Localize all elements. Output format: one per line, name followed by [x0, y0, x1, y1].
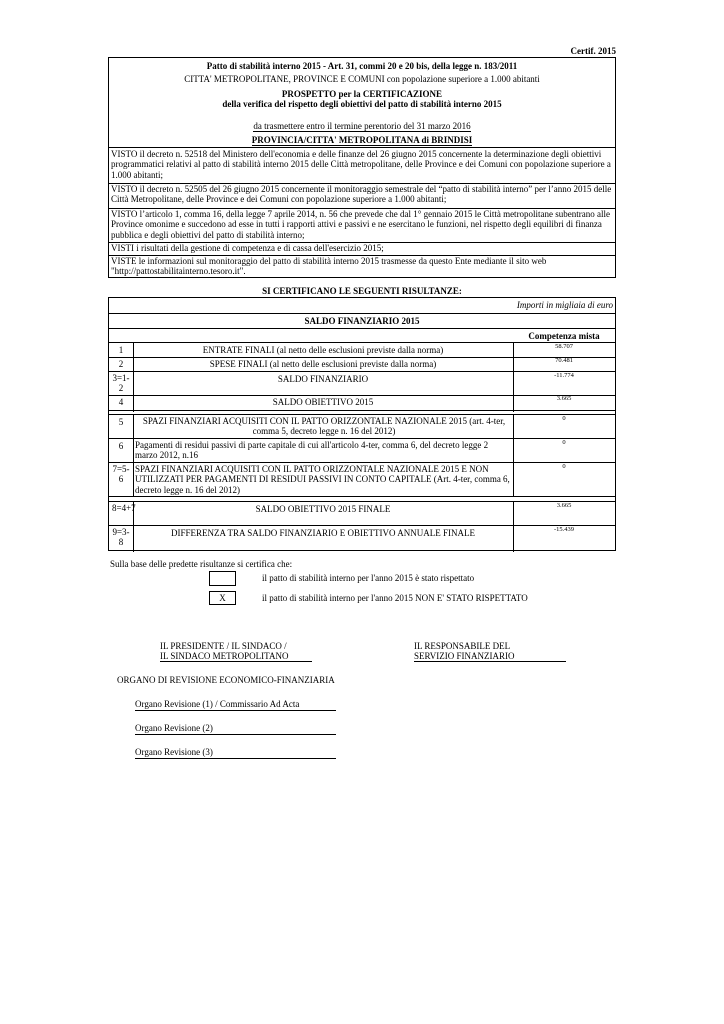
table-row	[109, 357, 615, 372]
table-row	[109, 395, 615, 410]
president-label-line1: IL PRESIDENTE / IL SINDACO /	[160, 641, 287, 651]
divider	[109, 496, 615, 497]
revision-organ-1-label: Organo Revisione (1) / Commissario Ad Acta	[135, 699, 300, 709]
entity-wrap	[109, 135, 615, 146]
section-title: SALDO FINANZIARIO 2015	[304, 316, 420, 326]
row-value: 3.665	[556, 395, 572, 402]
visto-paragraph-4: VISTI i risultati della gestione di competenza e di cassa dell'esercizio 2015;	[111, 243, 384, 253]
row-number: 6	[118, 441, 124, 451]
row-value: 70.481	[555, 357, 573, 364]
row-value: 0	[562, 415, 566, 422]
row-description: DIFFERENZA TRA SALDO FINANZIARIO E OBIETTIVO ANNUALE FINALE	[170, 528, 476, 538]
table-row	[109, 525, 615, 551]
row-description: SALDO OBIETTIVO 2015 FINALE	[255, 504, 391, 514]
table-row	[109, 438, 615, 462]
row-description: SPAZI FINANZIARI ACQUISITI CON IL PATTO ORIZZONTALE NAZIONALE 2015 (art. 4-ter, comma 5, decreto legge n. 16 del 2012)	[142, 416, 506, 437]
header-deadline: da trasmettere entro il termine perentorio del 31 marzo 2016	[253, 121, 471, 131]
table-row	[109, 501, 615, 525]
row-value: -11.774	[554, 372, 574, 379]
row-description: ENTRATE FINALI (al netto delle esclusioni previste dalla norma)	[202, 345, 444, 355]
row-number: 8=4+7	[112, 503, 136, 513]
revision-organ-3-label: Organo Revisione (3)	[135, 747, 213, 757]
not-respected-checkbox[interactable]: X	[209, 591, 236, 605]
revision-organ-2-signature-line	[135, 734, 336, 735]
finance-officer-label-line1: IL RESPONSABILE DEL	[414, 641, 511, 651]
header-title: PROSPETTO per la CERTIFICAZIONE	[281, 89, 443, 99]
document-code: Certif. 2015	[570, 46, 616, 56]
row-value: 0	[562, 439, 566, 446]
visto-paragraph-3: VISTO l’articolo 1, comma 16, della legge 7 aprile 2014, n. 56 che prevede che dal 1° gennaio 2015 le Città metropolitane subentrano alle Province omonime e succedono ad esse in tutti i rapporti attivi e passivi e ne esercitano le funzioni, nel rispetto degli equilibri di finanza pubblica e degli obiettivi del patto di stabilità interno;	[111, 209, 611, 240]
visto-paragraph-2: VISTO il decreto n. 52505 del 26 giugno 2015 concernente il monitoraggio semestrale del “patto di stabilità interno” per l’anno 2015 delle Città Metropolitane, delle Province e dei Comuni con popolazione superiore a 1.000 abitanti;	[111, 184, 612, 205]
unit-note: Importi in migliaia di euro	[516, 300, 613, 310]
row-value: 58.707	[555, 343, 573, 350]
row-value: 3.665	[556, 502, 572, 509]
divider	[109, 328, 615, 329]
header-scope: CITTA' METROPOLITANE, PROVINCE E COMUNI con popolazione superiore a 1.000 abitanti	[184, 74, 540, 84]
revision-organ-heading: ORGANO DI REVISIONE ECONOMICO-FINANZIARIA	[117, 675, 335, 685]
header-subtitle: della verifica del rispetto degli obiettivi del patto di stabilità interno 2015	[222, 99, 502, 109]
finance-officer-signature-line	[414, 661, 566, 662]
divider	[109, 410, 615, 411]
table-row	[109, 371, 615, 395]
visto-paragraph-1: VISTO il decreto n. 52518 del Ministero dell'economia e delle finanze del 26 giugno 2015 concernente la determinazione degli obiettivi programmatici relativi al patto di stabilità interno 2015 delle Città metropolitane, delle Province e dei Comuni con popolazione superiore a 1.000 abitanti;	[111, 149, 611, 180]
respected-label: il patto di stabilità interno per l'anno 2015 è stato rispettato	[262, 573, 475, 583]
revision-organ-3-signature-line	[135, 758, 336, 759]
president-label-line2: IL SINDACO METROPOLITANO	[160, 651, 289, 661]
basis-text: Sulla base delle predette risultanze si certifica che:	[110, 559, 293, 569]
row-description: SALDO OBIETTIVO 2015	[272, 397, 374, 407]
row-number: 9=3-8	[112, 527, 130, 548]
row-number: 3=1-2	[112, 373, 130, 394]
header-legal-reference: Patto di stabilità interno 2015 - Art. 31, commi 20 e 20 bis, della legge n. 183/2011	[206, 61, 518, 71]
divider	[109, 147, 615, 148]
row-number: 1	[118, 345, 124, 355]
row-number: 7=5-6	[112, 464, 130, 485]
deadline-wrap	[109, 121, 615, 132]
finance-officer-label-line2: SERVIZIO FINANZIARIO	[414, 651, 515, 661]
table-row	[109, 342, 615, 357]
row-description: Pagamenti di residui passivi di parte capitale di cui all'articolo 4-ter, comma 6, del decreto legge 2 marzo 2012, n.16	[135, 440, 489, 461]
header-box	[108, 57, 616, 278]
row-description: SPAZI FINANZIARI ACQUISITI CON IL PATTO ORIZZONTALE NAZIONALE 2015 E NON UTILIZZATI PER PAGAMENTI DI RESIDUI PASSIVI IN CONTO CAPITALE (Art. 4-ter, comma 6, decreto legge n. 16 del 2012)	[135, 464, 510, 495]
row-number: 2	[118, 359, 124, 369]
row-number: 5	[118, 417, 124, 427]
header-entity: PROVINCIA/CITTA' METROPOLITANA di BRINDISI	[251, 135, 473, 145]
results-table	[108, 297, 616, 551]
certify-heading: SI CERTIFICANO LE SEGUENTI RISULTANZE:	[262, 286, 462, 296]
visto-paragraph-5: VISTE le informazioni sul monitoraggio del patto di stabilità interno 2015 trasmesse da questo Ente mediante il sito web "http://pattostabilitainterno.tesoro.it".	[111, 256, 547, 277]
not-respected-label: il patto di stabilità interno per l'anno 2015 NON E' STATO RISPETTATO	[262, 593, 528, 603]
row-description: SALDO FINANZIARIO	[277, 374, 369, 384]
row-number: 4	[118, 397, 124, 407]
row-value: -15.439	[553, 526, 575, 533]
row-description: SPESE FINALI (al netto delle esclusioni previste dalla norma)	[209, 359, 437, 369]
revision-organ-2-label: Organo Revisione (2)	[135, 723, 213, 733]
president-signature-line	[160, 661, 312, 662]
table-row	[109, 414, 615, 438]
respected-checkbox[interactable]	[209, 571, 236, 586]
divider	[109, 313, 615, 314]
row-value: 0	[562, 463, 566, 470]
table-row	[109, 462, 615, 496]
revision-organ-1-signature-line	[135, 710, 336, 711]
column-header-competenza: Competenza mista	[528, 331, 600, 341]
